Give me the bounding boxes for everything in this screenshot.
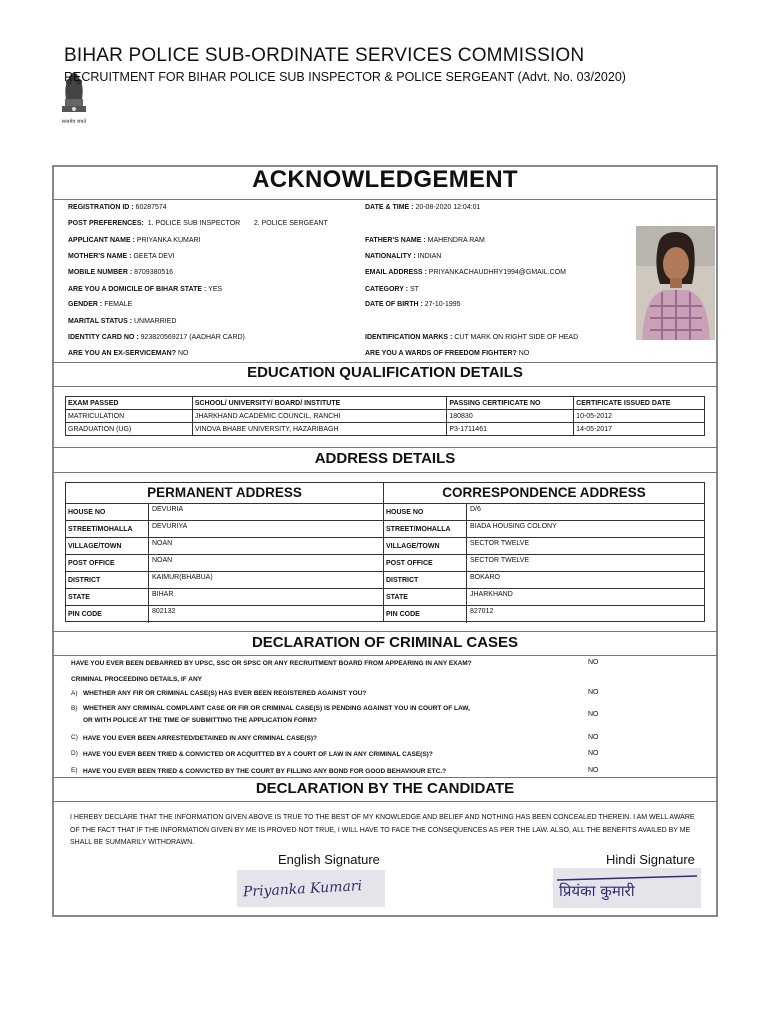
field-label: DISTRICT	[68, 577, 101, 584]
debarred-question: HAVE YOU EVER BEEN DEBARRED BY UPSC, SSC OR SPSC OR ANY RECRUITMENT BOARD FROM APPEARING IN ANY EXAM?	[71, 660, 472, 667]
field-value: BOKARO	[470, 574, 500, 581]
table-cell: P3-1711461	[447, 423, 574, 436]
address-section-title: ADDRESS DETAILS	[314, 450, 456, 467]
field-label: STATE	[68, 594, 90, 601]
table-cell: MATRICULATION	[66, 410, 193, 423]
mothers-name: MOTHER'S NAME : GEETA DEVI	[68, 253, 175, 260]
answer-e: NO	[588, 767, 599, 774]
education-section-title: EDUCATION QUALIFICATION DETAILS	[247, 364, 523, 381]
field-value: DEVURIYA	[152, 523, 188, 530]
address-row	[66, 554, 383, 571]
table-cell: VINOVA BHABE UNIVERSITY, HAZARIBAGH	[192, 423, 447, 436]
question-b-continued: OR WITH POLICE AT THE TIME OF SUBMITTING THE APPLICATION FORM?	[83, 717, 317, 724]
address-row	[66, 520, 383, 537]
address-row	[384, 588, 704, 605]
table-cell: GRADUATION (UG)	[66, 423, 193, 436]
divider	[52, 362, 718, 363]
question-c: HAVE YOU EVER BEEN ARRESTED/DETAINED IN ANY CRIMINAL CASE(S)?	[83, 735, 318, 742]
gender: GENDER : FEMALE	[68, 301, 133, 308]
freedom-fighter: ARE YOU A WARDS OF FREEDOM FIGHTER? NO	[365, 350, 530, 357]
column-header: SCHOOL/ UNIVERSITY/ BOARD/ INSTITUTE	[192, 397, 447, 410]
identity-card: IDENTITY CARD NO : 923820569217 (AADHAR CARD)	[68, 334, 245, 341]
identification-marks: IDENTIFICATION MARKS : CUT MARK ON RIGHT SIDE OF HEAD	[365, 334, 579, 341]
applicant-name: APPLICANT NAME : PRIYANKA KUMARI	[68, 237, 201, 244]
question-a: WHETHER ANY FIR OR CRIMINAL CASE(S) HAS EVER BEEN REGISTERED AGAINST YOU?	[83, 690, 367, 697]
address-row	[384, 503, 704, 520]
field-label: POST OFFICE	[386, 560, 433, 567]
address-row	[384, 605, 704, 622]
answer-d: NO	[588, 750, 599, 757]
acknowledgement-title: ACKNOWLEDGEMENT	[252, 166, 518, 193]
field-value: 827012	[470, 608, 494, 615]
table-row	[66, 423, 705, 436]
address-row	[384, 520, 704, 537]
marital-status: MARITAL STATUS : UNMARRIED	[68, 318, 177, 325]
column-header: EXAM PASSED	[66, 397, 193, 410]
document-header	[0, 0, 768, 160]
field-label: DISTRICT	[386, 577, 419, 584]
declaration-text: I HEREBY DECLARE THAT THE INFORMATION GIVEN ABOVE IS TRUE TO THE BEST OF MY KNOWLEDGE AND BELIEF AND NOTHING HAS BEEN CONCEALED THEREIN. I AM WELL AWARE OF THE FACT THAT IF THE INFORMATION GIVEN BY ME IS PROVED NOT TRUE, I WILL HAVE TO FACE THE CONSEQUENCES AS PER THE LAW. ALSO, ALL THE BENEFITS AVAILED BY ME SHALL BE SUMMARILY WITHDRAWN.	[70, 814, 695, 846]
declaration-section-title: DECLARATION BY THE CANDIDATE	[255, 780, 515, 797]
debarred-answer: NO	[588, 659, 599, 666]
address-row	[66, 571, 383, 588]
table-cell: JHARKHAND ACADEMIC COUNCIL, RANCHI	[192, 410, 447, 423]
answer-c: NO	[588, 734, 599, 741]
criminal-section-title: DECLARATION OF CRIMINAL CASES	[251, 634, 519, 651]
svg-text:प्रियंका कुमारी: प्रियंका कुमारी	[559, 882, 635, 900]
svg-text:Priyanka Kumari: Priyanka Kumari	[242, 878, 363, 901]
divider	[52, 631, 718, 632]
fathers-name: FATHER'S NAME : MAHENDRA RAM	[365, 237, 485, 244]
date-of-birth: DATE OF BIRTH : 27-10-1995	[365, 301, 461, 308]
answer-b: NO	[588, 711, 599, 718]
table-row	[66, 410, 705, 423]
field-label: PIN CODE	[386, 611, 420, 618]
correspondence-address-title: CORRESPONDENCE ADDRESS	[442, 485, 646, 500]
divider	[52, 777, 718, 778]
address-row	[384, 554, 704, 571]
question-number: C)	[71, 734, 78, 741]
column-header: CERTIFICATE ISSUED DATE	[574, 397, 705, 410]
divider	[52, 447, 718, 448]
divider	[52, 472, 718, 473]
field-label: VILLAGE/TOWN	[68, 543, 122, 550]
question-number: B)	[71, 705, 78, 712]
hindi-signature-image	[553, 868, 701, 908]
post-preferences: POST PREFERENCES: 1. POLICE SUB INSPECTOR 2. POLICE SERGEANT	[68, 220, 328, 227]
field-label: STREET/MOHALLA	[386, 526, 451, 533]
candidate-photo	[636, 226, 715, 340]
field-value: SECTOR TWELVE	[470, 557, 530, 564]
question-number: A)	[71, 690, 78, 697]
address-row	[66, 503, 383, 520]
proceeding-heading: CRIMINAL PROCEEDING DETAILS, IF ANY	[71, 676, 202, 683]
commission-title: BIHAR POLICE SUB-ORDINATE SERVICES COMMISSION	[64, 45, 585, 66]
ex-serviceman: ARE YOU AN EX-SERVICEMAN? NO	[68, 350, 189, 357]
nationality: NATIONALITY : INDIAN	[365, 253, 442, 260]
permanent-address-title: PERMANENT ADDRESS	[147, 485, 302, 500]
address-row	[66, 605, 383, 622]
english-signature-label: English Signature	[278, 852, 380, 867]
address-row	[384, 537, 704, 554]
table-cell: 180830	[447, 410, 574, 423]
field-label: PIN CODE	[68, 611, 102, 618]
question-b: WHETHER ANY CRIMINAL COMPLAINT CASE OR FIR OR CRIMINAL CASE(S) IS PENDING AGAINST YOU IN COURT OF LAW,	[83, 705, 470, 712]
field-label: VILLAGE/TOWN	[386, 543, 440, 550]
divider	[52, 386, 718, 387]
table-cell: 10-05-2012	[574, 410, 705, 423]
category: CATEGORY : ST	[365, 286, 419, 293]
english-signature-image	[237, 870, 385, 907]
question-d: HAVE YOU EVER BEEN TRIED & CONVICTED OR ACQUITTED BY A COURT OF LAW IN ANY CRIMINAL CASE(S)?	[83, 751, 433, 758]
table-cell: 14-05-2017	[574, 423, 705, 436]
hindi-signature-label: Hindi Signature	[606, 852, 695, 867]
question-e: HAVE YOU EVER BEEN TRIED & CONVICTED BY THE COURT BY FILLING ANY BOND FOR GOOD BEHAVIOUR ETC.?	[83, 768, 447, 775]
field-value: KAIMUR(BHABUA)	[152, 574, 213, 581]
date-time: DATE & TIME : 20-08-2020 12:04:01	[365, 204, 481, 211]
address-row	[66, 537, 383, 554]
column-header: PASSING CERTIFICATE NO	[447, 397, 574, 410]
email-address: EMAIL ADDRESS : PRIYANKACHAUDHRY1994@GMAIL.COM	[365, 269, 566, 276]
field-value: SECTOR TWELVE	[470, 540, 530, 547]
correspondence-address	[384, 483, 704, 621]
svg-text:सत्यमेव जयते: सत्यमेव जयते	[61, 119, 87, 125]
field-label: STREET/MOHALLA	[68, 526, 133, 533]
field-value: 802132	[152, 608, 176, 615]
field-value: DEVURIA	[152, 506, 184, 513]
question-number: D)	[71, 750, 78, 757]
field-value: NOAN	[152, 540, 173, 547]
field-label: HOUSE NO	[68, 509, 106, 516]
divider	[52, 655, 718, 656]
permanent-address	[66, 483, 383, 621]
registration-id: REGISTRATION ID : 60287574	[68, 204, 167, 211]
divider	[52, 199, 718, 200]
divider	[52, 801, 718, 802]
field-label: POST OFFICE	[68, 560, 115, 567]
field-value: D/6	[470, 506, 481, 513]
question-number: E)	[71, 767, 78, 774]
field-value: JHARKHAND	[470, 591, 513, 598]
field-label: STATE	[386, 594, 408, 601]
field-value: BIADA HOUSING COLONY	[470, 523, 557, 530]
domicile: ARE YOU A DOMICILE OF BIHAR STATE : YES	[68, 286, 223, 293]
mobile-number: MOBILE NUMBER : 8709380516	[68, 269, 174, 276]
address-row	[384, 571, 704, 588]
table-header-row	[66, 397, 705, 410]
address-table	[65, 482, 705, 622]
recruitment-subtitle: RECRUITMENT FOR BIHAR POLICE SUB INSPECTOR & POLICE SERGEANT (Advt. No. 03/2020)	[64, 70, 626, 84]
field-value: BIHAR	[152, 591, 174, 598]
field-value: NOAN	[152, 557, 173, 564]
field-label: HOUSE NO	[386, 509, 424, 516]
answer-a: NO	[588, 689, 599, 696]
education-table	[65, 396, 705, 436]
address-row	[66, 588, 383, 605]
